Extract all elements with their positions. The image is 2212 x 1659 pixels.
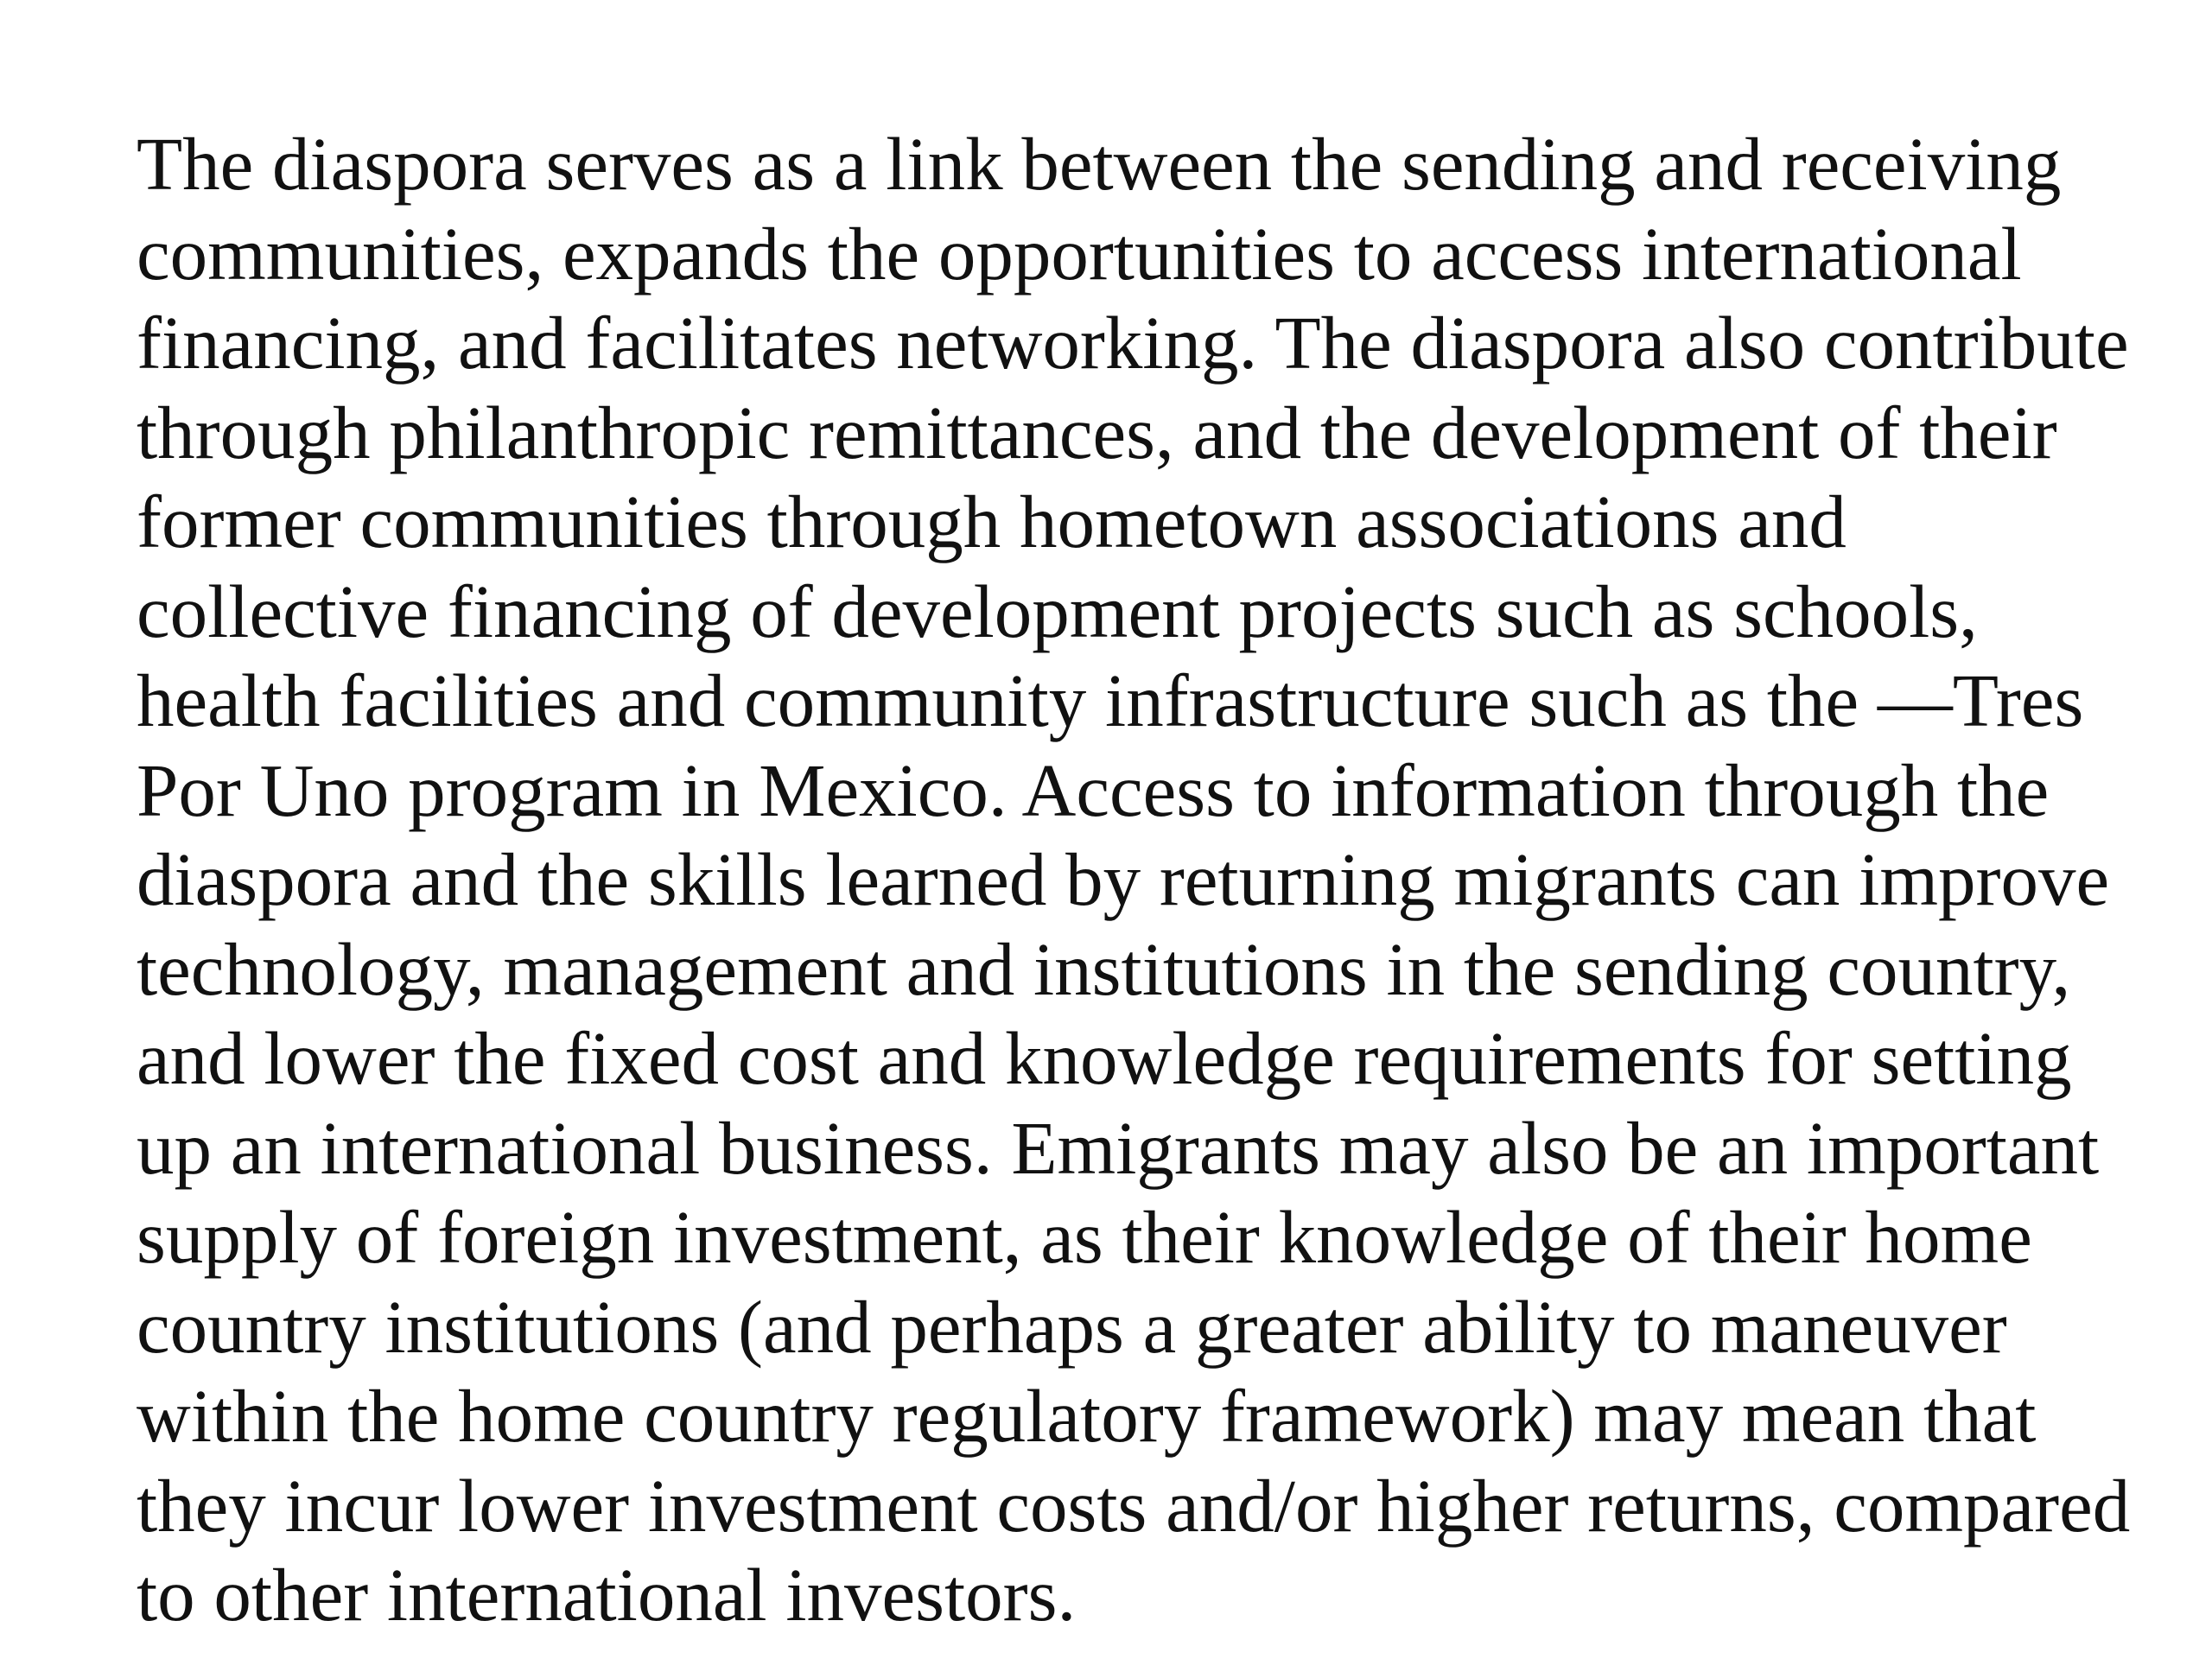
paragraph-line: The diaspora serves as a link between the sending and receiving xyxy=(137,122,2062,206)
paragraph-line: country institutions (and perhaps a greater ability to maneuver xyxy=(137,1284,2007,1369)
paragraph-line: health facilities and community infrastructure such as the —Tres xyxy=(137,658,2084,742)
paragraph-line: financing, and facilitates networking. The diaspora also contribute xyxy=(137,301,2129,385)
paragraph-line: they incur lower investment costs and/or higher returns, compared xyxy=(137,1463,2131,1548)
paragraph-line: through philanthropic remittances, and the development of their xyxy=(137,390,2057,474)
paragraph-line: communities, expands the opportunities to access international xyxy=(137,211,2022,296)
body-paragraph xyxy=(137,119,2131,1640)
paragraph-line: diaspora and the skills learned by returning migrants can improve xyxy=(137,837,2110,921)
paragraph-line: former communities through hometown associations and xyxy=(137,480,1847,563)
paragraph-line: supply of foreign investment, as their knowledge of their home xyxy=(137,1195,2032,1279)
paragraph-line: up an international business. Emigrants may also be an important xyxy=(137,1105,2100,1190)
paragraph-line: within the home country regulatory framework) may mean that xyxy=(137,1374,2037,1458)
paragraph-line: technology, management and institutions in the sending country, xyxy=(137,926,2071,1011)
paragraph-line: collective financing of development projects such as schools, xyxy=(137,569,1978,653)
paragraph-line: and lower the fixed cost and knowledge requirements for setting xyxy=(137,1016,2072,1100)
paragraph-line: to other international investors. xyxy=(137,1553,1077,1637)
paragraph-line: Por Uno program in Mexico. Access to information through the xyxy=(137,747,2050,832)
